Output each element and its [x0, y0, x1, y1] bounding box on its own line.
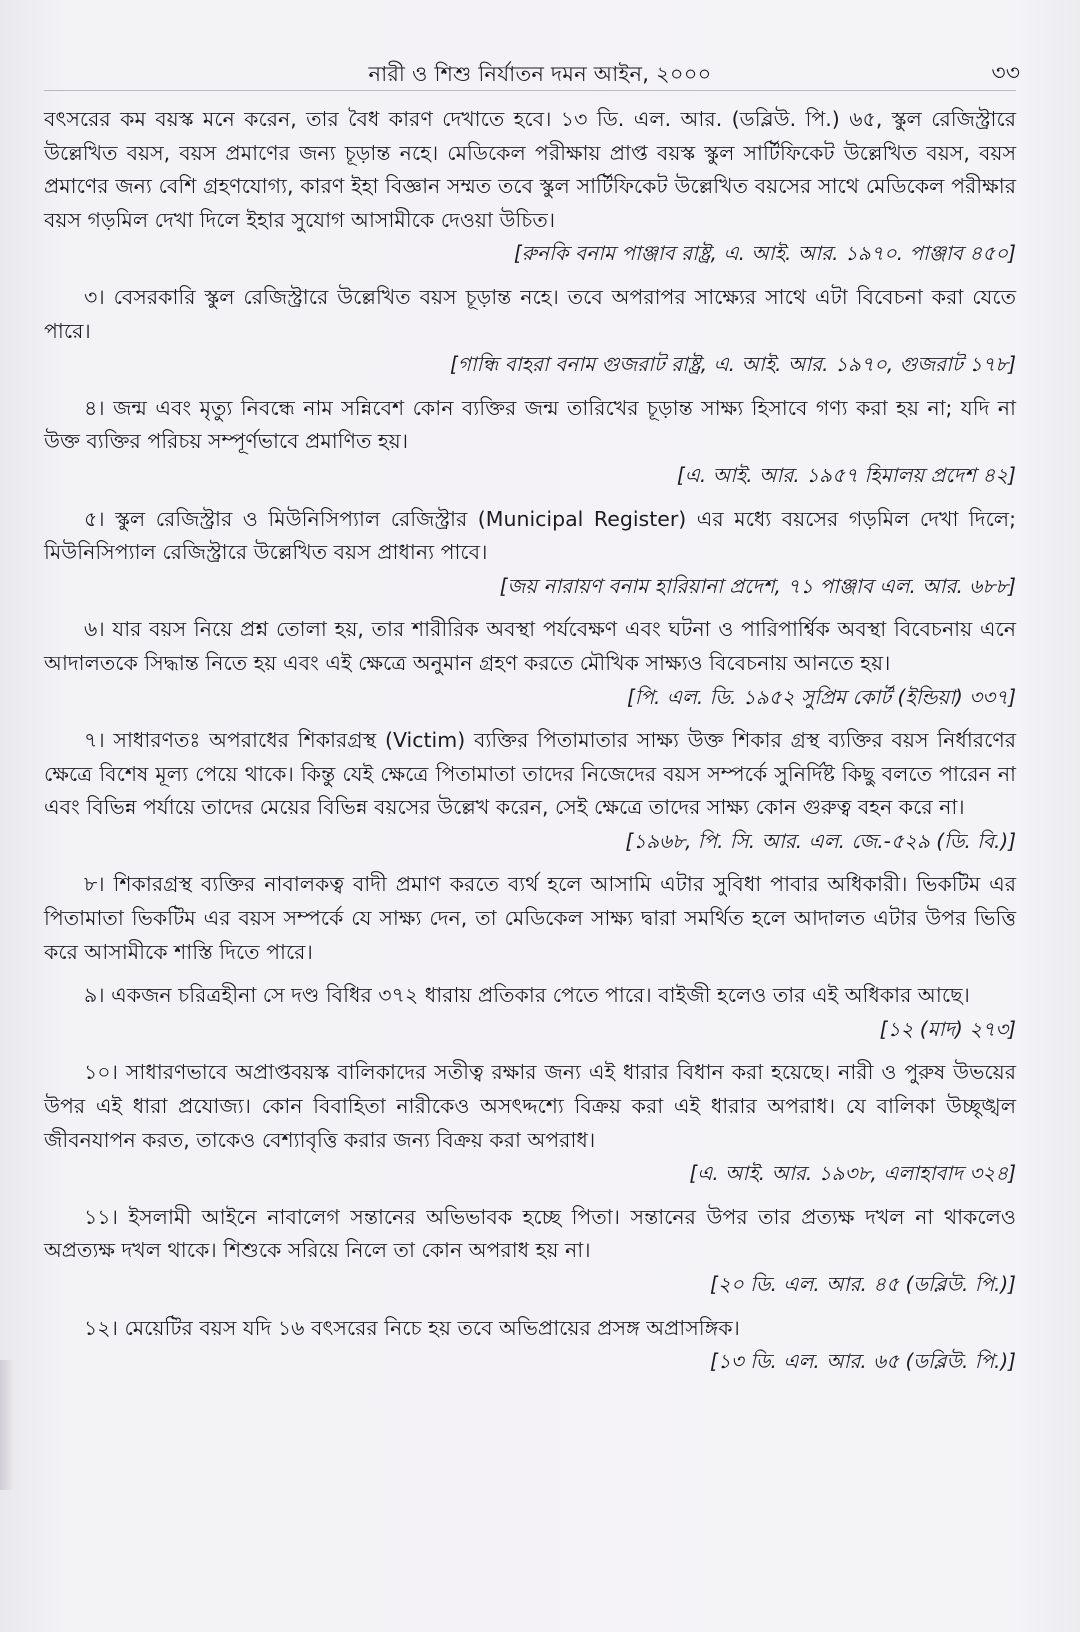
citation: [এ. আই. আর. ১৯৩৮, এলাহাবাদ ৩২৪] — [689, 1161, 1016, 1186]
paragraph-4: ৪। জন্ম এবং মৃত্যু নিবন্ধে নাম সন্নিবেশ কোন ব্যক্তির জন্ম তারিখের চূড়ান্ত সাক্ষ্য হিসাবে গণ্য করা হয় না; যদি না উক্ত ব্যক্তির পরিচয় সম্পূর্ণভাবে প্রমাণিত হয়। — [44, 395, 1016, 454]
citation: [১৩ ডি. এল. আর. ৬৫ (ডব্লিউ. পি.)] — [709, 1349, 1016, 1374]
citation: [গান্ধি বাহরা বনাম গুজরাট রাষ্ট্র, এ. আই. আর. ১৯৭০, গুজরাট ১৭৮] — [449, 352, 1016, 377]
running-title: নারী ও শিশু নির্যাতন দমন আইন, ২০০০ — [368, 62, 712, 86]
paragraph-9: ৯। একজন চরিত্রহীনা সে দণ্ড বিধির ৩৭২ ধারায় প্রতিকার পেতে পারে। বাইজী হলেও তার এই অধিকার আছে। — [84, 983, 970, 1008]
citation: [১৯৬৮, পি. সি. আর. এল. জে.-৫২৯ (ডি. বি.)] — [625, 828, 1016, 853]
paragraph-12: ১২। মেয়েটির বয়স যদি ১৬ বৎসরের নিচে হয় তবে অভিপ্রায়ের প্রসঙ্গ অপ্রাসঙ্গিক। — [84, 1315, 740, 1340]
page-spine-shadow — [0, 1360, 14, 1490]
paragraph-6: ৬। যার বয়স নিয়ে প্রশ্ন তোলা হয়, তার শারীরিক অবস্থা পর্যবেক্ষণ এবং ঘটনা ও পারিপার্শ্বিক অবস্থা বিবেচনায় এনে আদালতকে সিদ্ধান্ত নিতে হয় এবং এই ক্ষেত্রে অনুমান গ্রহণ করতে মৌখিক সাক্ষ্যও বিবেচনায় আনতে হয়। — [44, 617, 1016, 675]
page-number: ৩৩ — [991, 61, 1020, 86]
paragraph-5: ৫। স্কুল রেজিস্ট্রার ও মিউনিসিপ্যাল রেজিস্ট্রার (Municipal Register) এর মধ্যে বয়সের গড়মিল দেখা দিলে; মিউনিসিপ্যাল রেজিস্ট্রারে উল্লেখিত বয়স প্রাধান্য পাবে। — [44, 506, 1016, 565]
citation: [জয় নারায়ণ বনাম হারিয়ানা প্রদেশ, ৭১ পাঞ্জাব এল. আর. ৬৮৮] — [499, 573, 1016, 598]
citation: [রুনকি বনাম পাঞ্জাব রাষ্ট্র, এ. আই. আর. ১৯৭০. পাঞ্জাব ৪৫০] — [513, 241, 1016, 266]
paragraph-7: ৭। সাধারণতঃ অপরাধের শিকারগ্রস্থ (Victim) ব্যক্তির পিতামাতার সাক্ষ্য উক্ত শিকার গ্রস্থ ব্যক্তির বয়স নির্ধারণের ক্ষেত্রে বিশেষ মূল্য পেয়ে থাকে। কিন্তু যেই ক্ষেত্রে পিতামাতা তাদের নিজেদের বয়স সম্পর্কে সুনির্দিষ্ট কিছু বলতে পারেন না এবং বিভিন্ন পর্যায়ে তাদের মেয়ের বিভিন্ন বয়সের উল্লেখ করেন, সেই ক্ষেত্রে তাদের সাক্ষ্য কোন গুরুত্ব বহন করে না। — [44, 728, 1016, 820]
citation: [পি. এল. ডি. ১৯৫২ সুপ্রিম কোর্ট (ইন্ডিয়া) ৩৩৭] — [626, 684, 1016, 709]
citation: [২০ ডি. এল. আর. ৪৫ (ডব্লিউ. পি.)] — [709, 1272, 1016, 1296]
paragraph-10: ১০। সাধারণভাবে অপ্রাপ্তবয়স্ক বালিকাদের সতীত্ব রক্ষার জন্য এই ধারার বিধান করা হয়েছে। নারী ও পুরুষ উভয়ের উপর এই ধারা প্রযোজ্য। কোন বিবাহিতা নারীকেও অসৎদ্দশ্যে বিক্রয় করা এই ধারার অপরাধ। যে বালিকা উচ্ছৃঙ্খল জীবনযাপন করত, তাকেও বেশ্যাবৃত্তি করার জন্য বিক্রয় করা অপরাধ। — [44, 1060, 1016, 1152]
paragraph-8: ৮। শিকারগ্রস্থ ব্যক্তির নাবালকত্ব বাদী প্রমাণ করতে ব্যর্থ হলে আসামি এটার সুবিধা পাবার অধিকারী। ভিকটিম এর পিতামাতা ভিকটিম এর বয়স সম্পর্কে যে সাক্ষ্য দেন, তা মেডিকেল সাক্ষ্য দ্বারা সমর্থিত হলে আদালত এটার উপর ভিত্তি করে আসামীকে শাস্তি দিতে পারে। — [44, 872, 1016, 964]
citation: [এ. আই. আর. ১৯৫৭ হিমালয় প্রদেশ ৪২] — [676, 462, 1016, 487]
paragraph-3: ৩। বেসরকারি স্কুল রেজিস্ট্রারে উল্লেখিত বয়স চূড়ান্ত নহে। তবে অপরাপর সাক্ষ্যের সাথে এটা বিবেচনা করা যেতে পারে। — [44, 284, 1016, 343]
paragraph-continuation: বৎসরের কম বয়স্ক মনে করেন, তার বৈধ কারণ দেখাতে হবে। ১৩ ডি. এল. আর. (ডব্লিউ. পি.) ৬৫, স্কুল রেজিস্ট্রারে উল্লেখিত বয়স, বয়স প্রমাণের জন্য চূড়ান্ত নহে। মেডিকেল পরীক্ষায় প্রাপ্ত বয়স্ক স্কুল সার্টিফিকেট উল্লেখিত বয়স, বয়স প্রমাণের জন্য বেশি গ্রহণযোগ্য, কারণ ইহা বিজ্ঞান সম্মত তবে স্কুল সার্টিফিকেট উল্লেখিত বয়সের সাথে মেডিকেল পরীক্ষার বয়স গড়মিল দেখা দিলে ইহার সুযোগ আসামীকে দেওয়া উচিত। — [44, 107, 1016, 232]
paragraph-11: ১১। ইসলামী আইনে নাবালেগ সন্তানের অভিভাবক হচ্ছে পিতা। সন্তানের উপর তার প্রত্যক্ষ দখল না থাকলেও অপ্রত্যক্ষ দখল থাকে। শিশুকে সরিয়ে নিলে তা কোন অপরাধ হয় না। — [44, 1204, 1016, 1263]
page-header — [0, 52, 1080, 92]
citation: [১২ (মাদ) ২৭৩] — [879, 1016, 1016, 1041]
header-divider — [44, 90, 1016, 91]
page-body — [44, 103, 1016, 1379]
